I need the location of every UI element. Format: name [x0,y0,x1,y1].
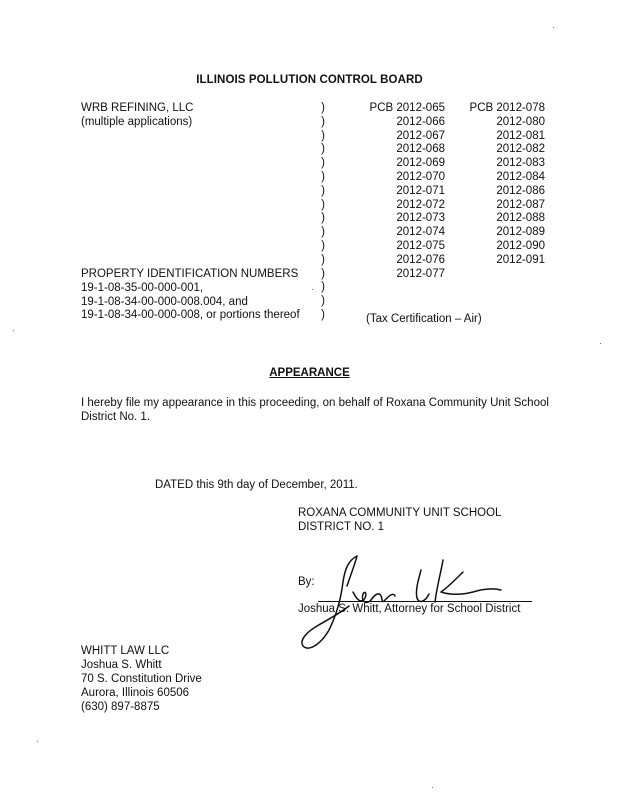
client-line-1: ROXANA COMMUNITY UNIT SCHOOL [298,507,502,519]
paren: ) [321,253,325,266]
firm-city: Aurora, Illinois 60506 [81,687,190,699]
by-label: By: [298,576,315,588]
law-firm-block [81,644,202,714]
case-number: 2012-091 [496,253,545,266]
paren: ) [321,226,325,239]
paren: ) [321,239,325,252]
paren: ) [321,157,325,170]
case-number: 2012-082 [496,143,545,156]
appearance-statement: I hereby file my appearance in this proceeding, on behalf of Roxana Community Unit School District No. 1. [81,397,549,423]
case-number: 2012-083 [496,157,545,170]
paren: ) [321,267,325,280]
board-title: ILLINOIS POLLUTION CONTROL BOARD [196,74,423,86]
case-number: 2012-087 [496,198,545,211]
caption-paren-column [319,102,327,323]
case-number: 2012-072 [396,198,445,211]
handwritten-signature [295,548,515,658]
paren: ) [321,184,325,197]
property-heading: PROPERTY IDENTIFICATION NUMBERS [81,268,299,280]
case-type: (Tax Certification – Air) [366,313,482,325]
case-number: 2012-069 [396,157,445,170]
scan-speck [37,741,38,742]
case-number: 2012-080 [496,115,545,128]
case-number: 2012-075 [396,239,445,252]
paren: ) [321,295,325,308]
property-number: 19-1-08-35-00-000-001, [81,281,204,294]
case-number: 2012-071 [396,184,445,197]
paren: ) [321,308,325,321]
party-note: (multiple applications) [81,115,193,128]
firm-street: 70 S. Constitution Drive [81,673,202,685]
scan-speck [13,330,14,331]
scan-speck [432,787,433,788]
case-number: 2012-089 [496,226,545,239]
document-heading: APPEARANCE [269,367,350,379]
case-number: 2012-081 [496,129,545,142]
party-name: WRB REFINING, LLC [81,102,194,114]
paren: ) [321,115,325,128]
firm-phone: (630) 897-8875 [81,701,160,713]
caption-party-block [81,102,193,130]
paren: ) [321,102,325,114]
scan-speck [553,27,554,28]
client-block [298,506,501,534]
scan-speck [600,343,601,344]
signature-caption: Joshua S. Whitt, Attorney for School District [298,603,521,615]
case-number: 2012-086 [496,184,545,197]
dated-line: DATED this 9th day of December, 2011. [155,479,358,491]
paren: ) [321,198,325,211]
case-number: 2012-070 [396,170,445,183]
case-number: 2012-066 [396,115,445,128]
case-number: 2012-076 [396,253,445,266]
case-numbers-column-2 [462,102,545,268]
firm-attorney: Joshua S. Whitt [81,659,162,671]
case-number: 2012-090 [496,239,545,252]
case-number: PCB 2012-065 [369,102,445,114]
case-number: 2012-077 [396,267,445,280]
case-number: 2012-084 [496,170,545,183]
property-number: 19-1-08-34-00-000-008, or portions thereof [81,309,300,322]
firm-name: WHITT LAW LLC [81,645,170,657]
client-line-2: DISTRICT NO. 1 [298,521,385,533]
property-number: 19-1-08-34-00-000-008.004, and [81,295,248,308]
case-number: 2012-074 [396,226,445,239]
case-number: 2012-088 [496,212,545,225]
paren: ) [321,170,325,183]
property-id-block [81,268,300,323]
scan-speck [312,289,313,290]
paren: ) [321,143,325,156]
case-number: 2012-068 [396,143,445,156]
paren: ) [321,281,325,294]
paren: ) [321,212,325,225]
paren: ) [321,129,325,142]
case-numbers-column-1 [365,102,445,281]
case-number: 2012-073 [396,212,445,225]
case-number: PCB 2012-078 [469,102,545,114]
case-number: 2012-067 [396,129,445,142]
